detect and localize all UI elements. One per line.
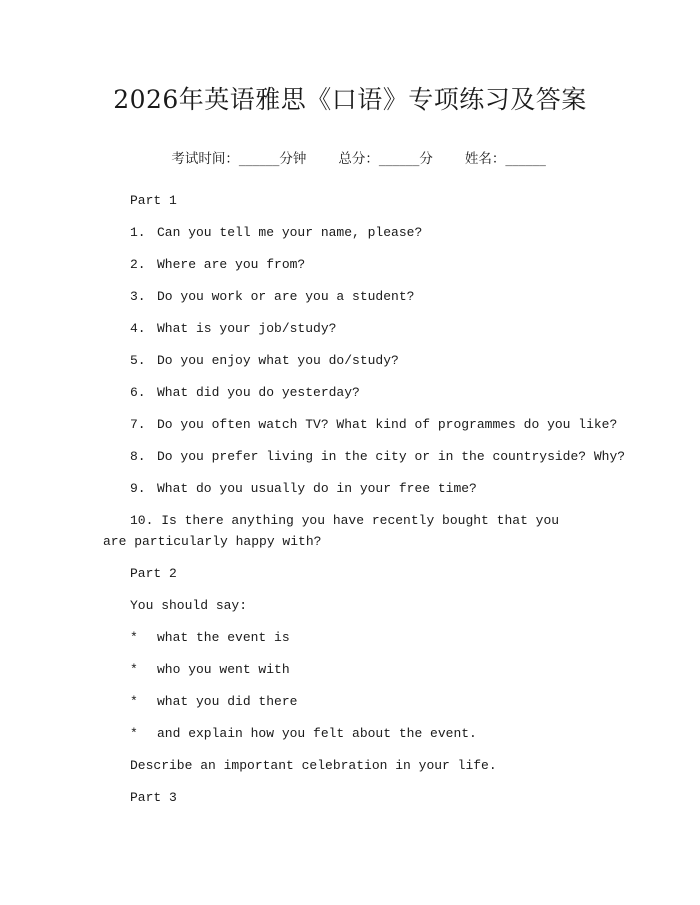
part3-heading: Part 3 (130, 790, 177, 805)
question-item: 1. Can you tell me your name, please? (130, 225, 423, 240)
document-title: 2026年英语雅思《口语》专项练习及答案 (113, 85, 587, 114)
document-body (103, 190, 626, 819)
question-item-10: 10. Is there anything you have recently bought that you are particularly happy with? (103, 513, 560, 549)
bullet-item: * who you went with (130, 662, 290, 677)
total-score-label: 总分：______分 (338, 151, 433, 167)
bullet-item: * what the event is (130, 630, 290, 645)
question-item: 8. Do you prefer living in the city or in the countryside? Why? (130, 449, 626, 464)
part1-heading: Part 1 (130, 193, 177, 208)
question-item: 4. What is your job/study? (130, 321, 337, 336)
bullet-item: * what you did there (130, 694, 298, 709)
question-item: 7. Do you often watch TV? What kind of programmes do you like? (130, 417, 618, 432)
name-label: 姓名：______ (464, 151, 546, 167)
question-item: 6. What did you do yesterday? (130, 385, 360, 400)
part2-topic: Describe an important celebration in your life. (130, 758, 497, 773)
exam-meta (0, 131, 700, 183)
question-item: 2. Where are you from? (130, 257, 306, 272)
question-item: 5. Do you enjoy what you do/study? (130, 353, 399, 368)
question-item: 3. Do you work or are you a student? (130, 289, 415, 304)
bullet-item: * and explain how you felt about the event. (130, 726, 477, 741)
question-item: 9. What do you usually do in your free time? (130, 481, 477, 496)
exam-time-label: 考试时间：______分钟 (171, 151, 307, 167)
part2-intro: You should say: (130, 598, 248, 613)
part2-heading: Part 2 (130, 566, 177, 581)
